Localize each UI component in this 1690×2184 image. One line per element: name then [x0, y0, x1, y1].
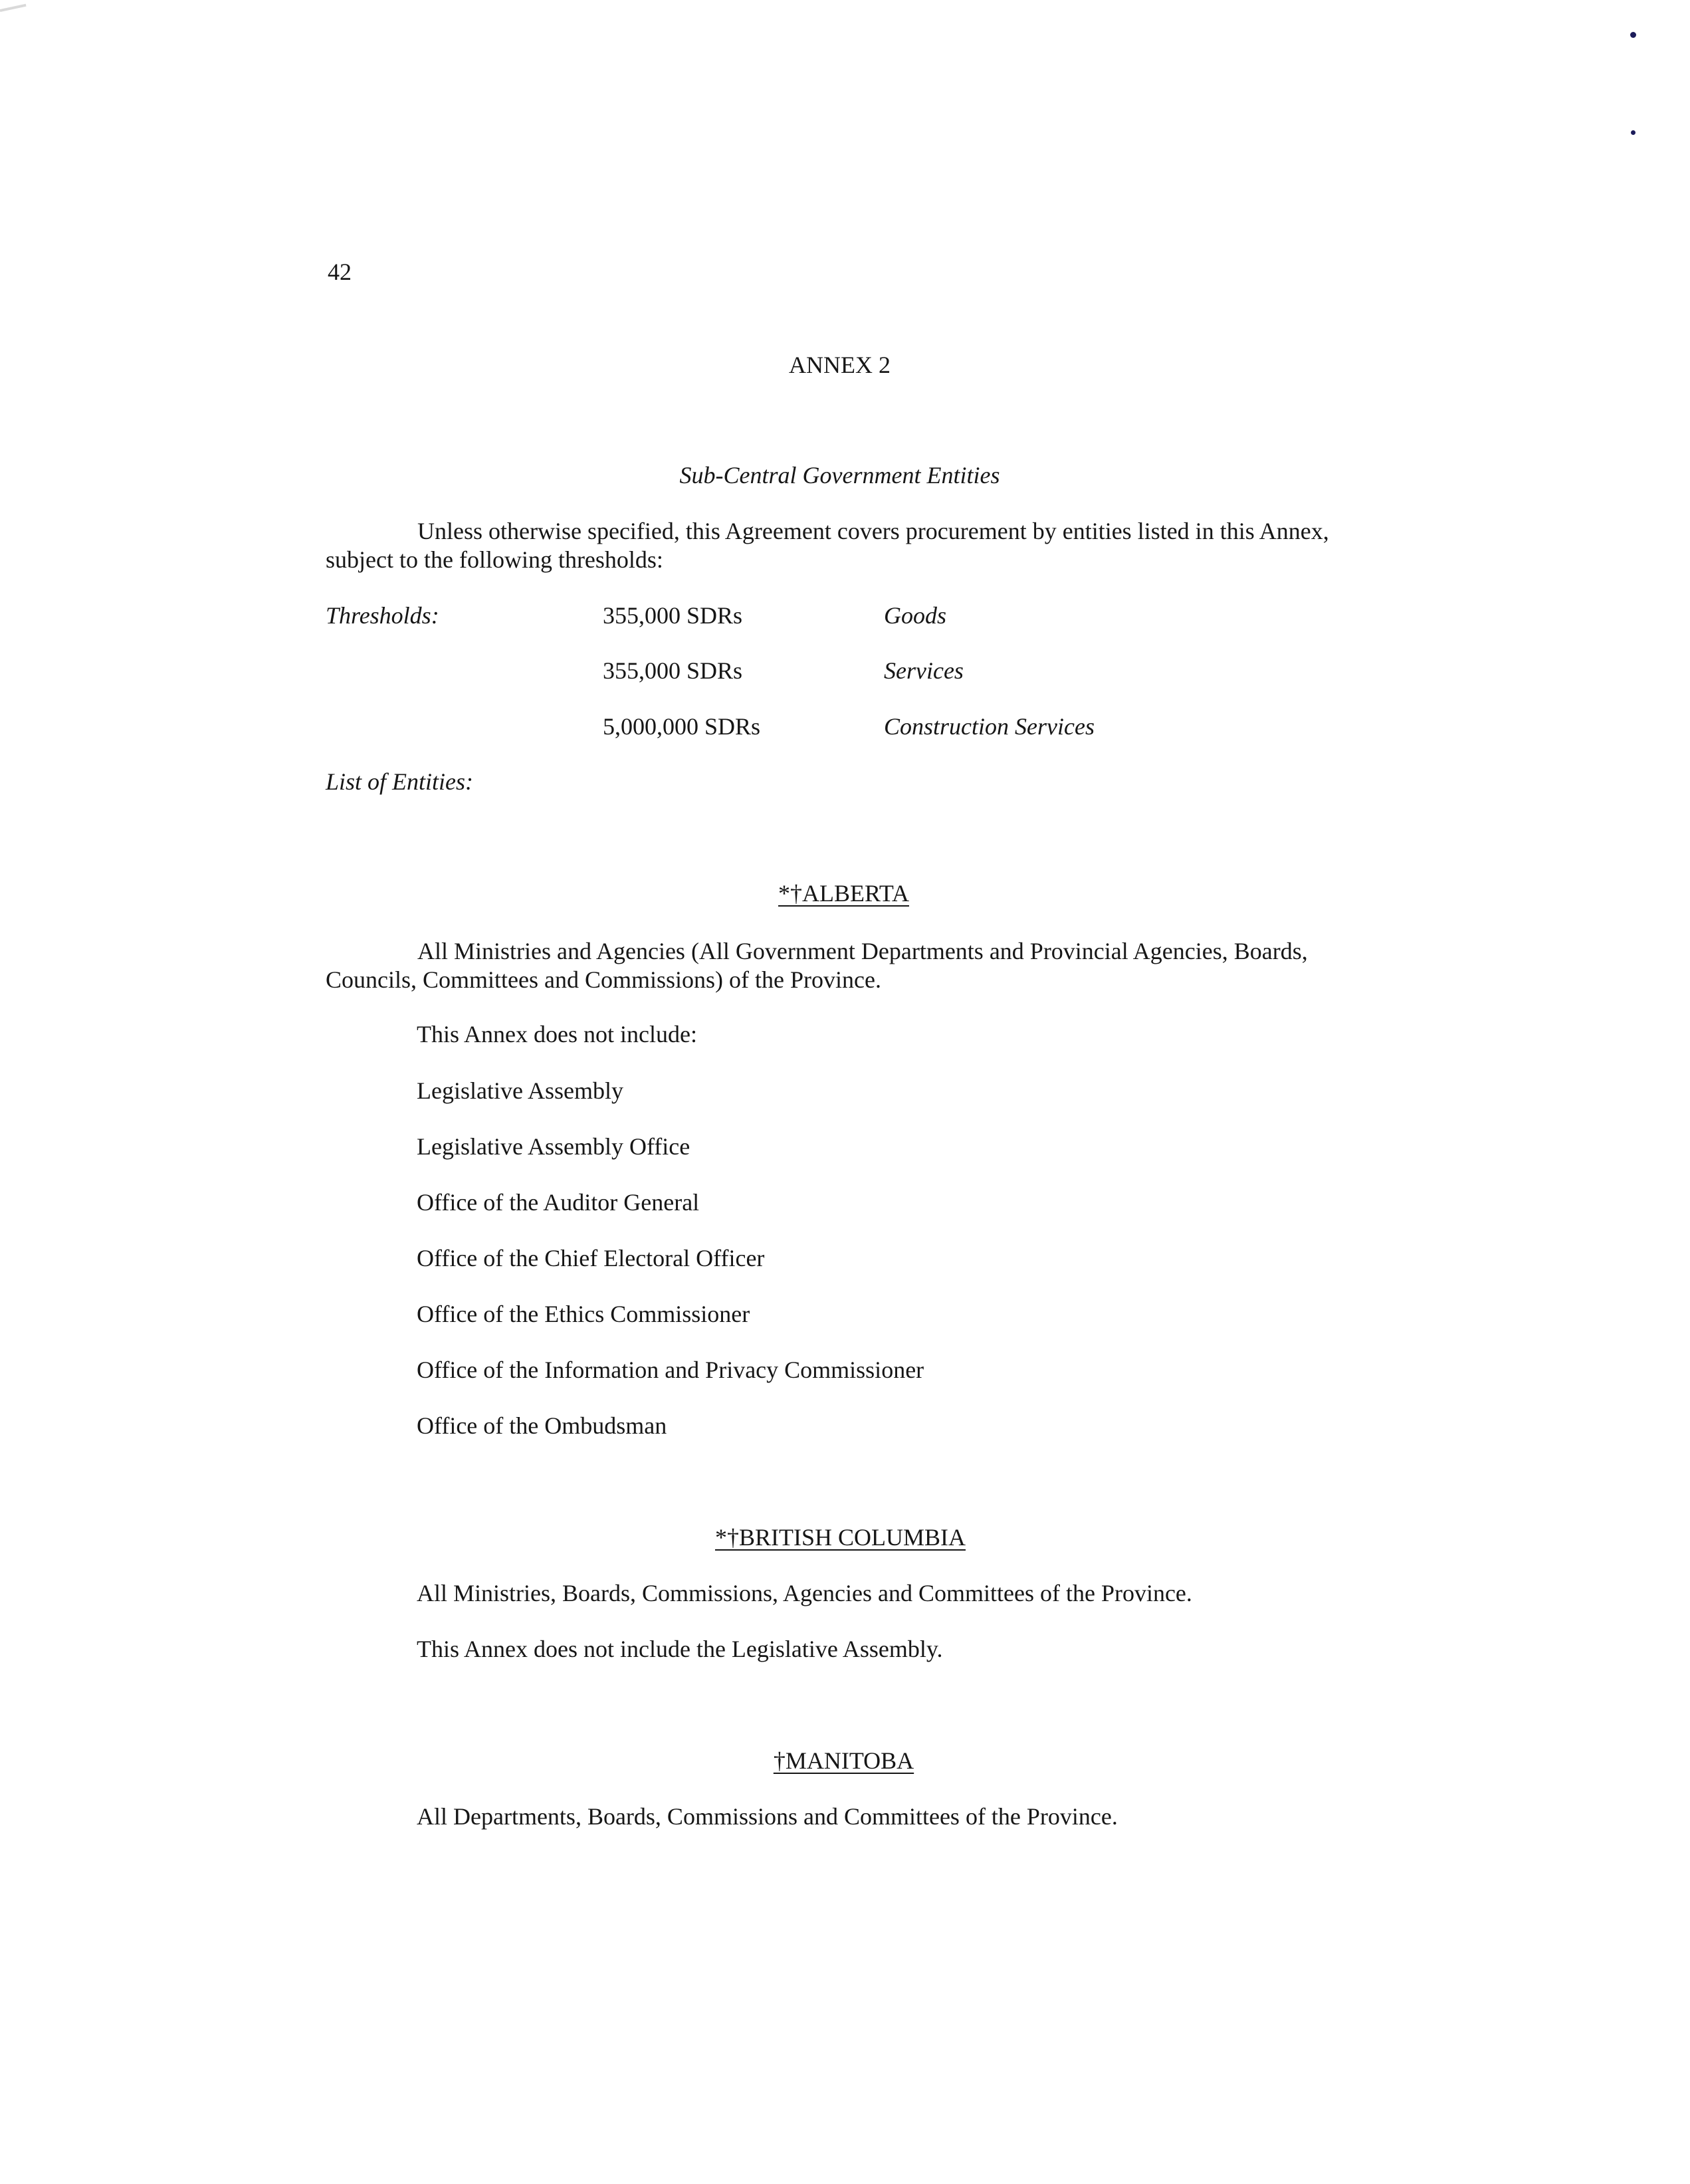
threshold-category: Construction Services: [884, 713, 1095, 740]
manitoba-heading: †MANITOBA: [773, 1747, 914, 1774]
alberta-exclusion-item: Legislative Assembly Office: [417, 1133, 690, 1160]
alberta-exclusion-item: Office of the Ethics Commissioner: [417, 1301, 750, 1327]
manitoba-description: All Departments, Boards, Commissions and Committees of the Province.: [417, 1803, 1118, 1830]
alberta-exclusion-item: Office of the Ombudsman: [417, 1412, 667, 1439]
british-columbia-heading: *†BRITISH COLUMBIA: [714, 1524, 966, 1551]
alberta-exclusion-item: Legislative Assembly: [417, 1077, 623, 1104]
scan-dot: [1630, 32, 1636, 38]
thresholds-label: Thresholds:: [326, 602, 439, 629]
threshold-amount: 355,000 SDRs: [603, 657, 743, 684]
section-subtitle: Sub-Central Government Entities: [679, 462, 1000, 489]
threshold-amount: 355,000 SDRs: [603, 602, 743, 629]
annex-title: ANNEX 2: [789, 352, 891, 378]
british-columbia-description: All Ministries, Boards, Commissions, Agencies and Committees of the Province.: [417, 1580, 1192, 1606]
alberta-exclusion-intro: This Annex does not include:: [417, 1021, 697, 1047]
intro-paragraph: Unless otherwise specified, this Agreement covers procurement by entities listed in this Annex, subject to the following thresholds:: [326, 518, 1329, 573]
scan-dot: [1631, 130, 1636, 135]
alberta-exclusion-item: Office of the Chief Electoral Officer: [417, 1245, 765, 1271]
threshold-amount: 5,000,000 SDRs: [603, 713, 761, 740]
threshold-category: Goods: [884, 602, 947, 629]
scan-mark: [0, 4, 27, 12]
alberta-exclusion-item: Office of the Information and Privacy Commissioner: [417, 1357, 924, 1383]
british-columbia-exclusion: This Annex does not include the Legislative Assembly.: [417, 1636, 943, 1662]
alberta-description: All Ministries and Agencies (All Government Departments and Provincial Agencies, Boards, Councils, Committees and Commissions) of the Province.: [326, 938, 1308, 993]
alberta-heading: *†ALBERTA: [778, 880, 909, 907]
threshold-category: Services: [884, 657, 964, 684]
alberta-exclusion-item: Office of the Auditor General: [417, 1189, 700, 1216]
list-of-entities-label: List of Entities:: [326, 768, 474, 795]
page-number: 42: [328, 259, 352, 285]
